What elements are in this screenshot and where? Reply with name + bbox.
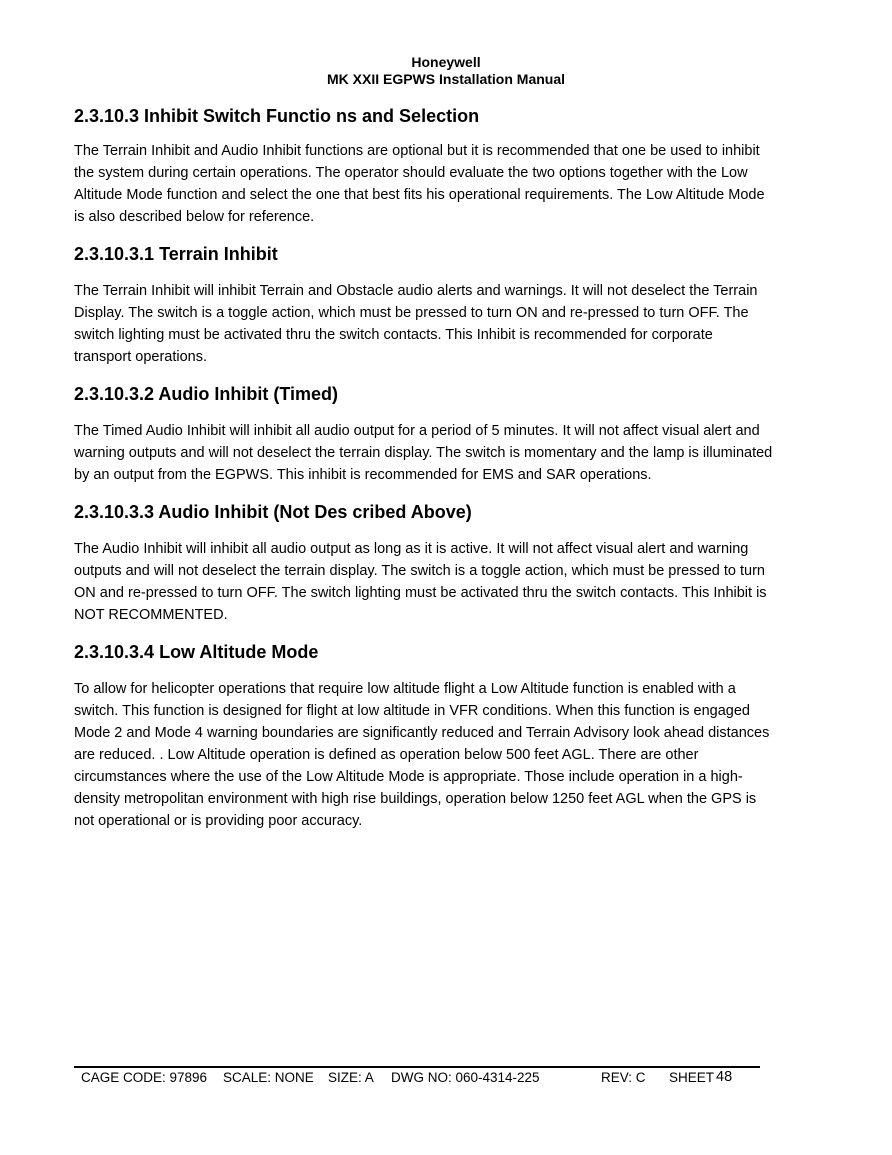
subsection-heading-audio-inhibit: 2.3.10.3.3 Audio Inhibit (Not Des cribed Above) xyxy=(74,502,472,522)
subsection-heading-terrain-inhibit: 2.3.10.3.1 Terrain Inhibit xyxy=(74,244,278,264)
subsection-paragraph-low-altitude-mode: To allow for helicopter operations that require low altitude flight a Low Altitude function is enabled with a switch. This function is designed for flight at low altitude in VFR conditions. When this function is engaged Mode 2 and Mode 4 warning boundaries are significantly reduced and Terrain Advisory look ahead distances are reduced. . Low Altitude operation is defined as operation below 500 feet AGL. There are other circumstances where the use of the Low Altitude Mode is appropriate. Those include operation in a high-density metropolitan environment with high rise buildings, operation below 1250 feet AGL when the GPS is not operational or is providing poor accuracy. xyxy=(74,681,770,829)
footer-cage-code: CAGE CODE: 97896 xyxy=(81,1070,208,1085)
footer-sheet-label: SHEET xyxy=(669,1070,715,1085)
document-title: MK XXII EGPWS Installation Manual xyxy=(326,71,566,87)
footer-revision: REV: C xyxy=(601,1070,646,1085)
footer-scale: SCALE: NONE xyxy=(223,1070,314,1085)
company-name: Honeywell xyxy=(411,54,481,70)
subsection-heading-audio-inhibit-timed: 2.3.10.3.2 Audio Inhibit (Timed) xyxy=(74,384,339,404)
footer-size: SIZE: A xyxy=(328,1070,374,1085)
document-footer xyxy=(0,1070,892,1088)
subsection-paragraph-terrain-inhibit: The Terrain Inhibit will inhibit Terrain and Obstacle audio alerts and warnings. It will not deselect the Terrain Display. The switch is a toggle action, which must be pressed to turn ON and re-pressed to turn OFF. The switch lighting must be activated thru the switch contacts. This Inhibit is recommended for corporate transport operations. xyxy=(74,283,758,365)
subsection-heading-low-altitude-mode: 2.3.10.3.4 Low Altitude Mode xyxy=(74,642,319,662)
footer-divider xyxy=(74,1066,760,1068)
footer-drawing-number: DWG NO: 060-4314-225 xyxy=(391,1070,540,1085)
section-intro-paragraph: The Terrain Inhibit and Audio Inhibit functions are optional but it is recommended that one be used to inhibit the system during certain operations. The operator should evaluate the two options together with the Low Altitude Mode function and select the one that best fits his operational requirements. The Low Altitude Mode is also described below for reference. xyxy=(74,143,765,225)
section-heading: 2.3.10.3 Inhibit Switch Functio ns and Selection xyxy=(74,106,480,126)
subsection-paragraph-audio-inhibit-timed: The Timed Audio Inhibit will inhibit all audio output for a period of 5 minutes. It will not affect visual alert and warning outputs and will not deselect the terrain display. The switch is momentary and the lamp is illuminated by an output from the EGPWS. This inhibit is recommended for EMS and SAR operations. xyxy=(74,423,773,483)
footer-sheet-number: 48 xyxy=(716,1069,733,1085)
document-body xyxy=(74,104,774,846)
document-header xyxy=(0,54,892,88)
subsection-paragraph-audio-inhibit: The Audio Inhibit will inhibit all audio output as long as it is active. It will not affect visual alert and warning outputs and will not deselect the terrain display. The switch is a toggle action, which must be pressed to turn ON and re-pressed to turn OFF. The switch lighting must be activated thru the switch contacts. This Inhibit is NOT RECOMMENTED. xyxy=(74,541,767,623)
